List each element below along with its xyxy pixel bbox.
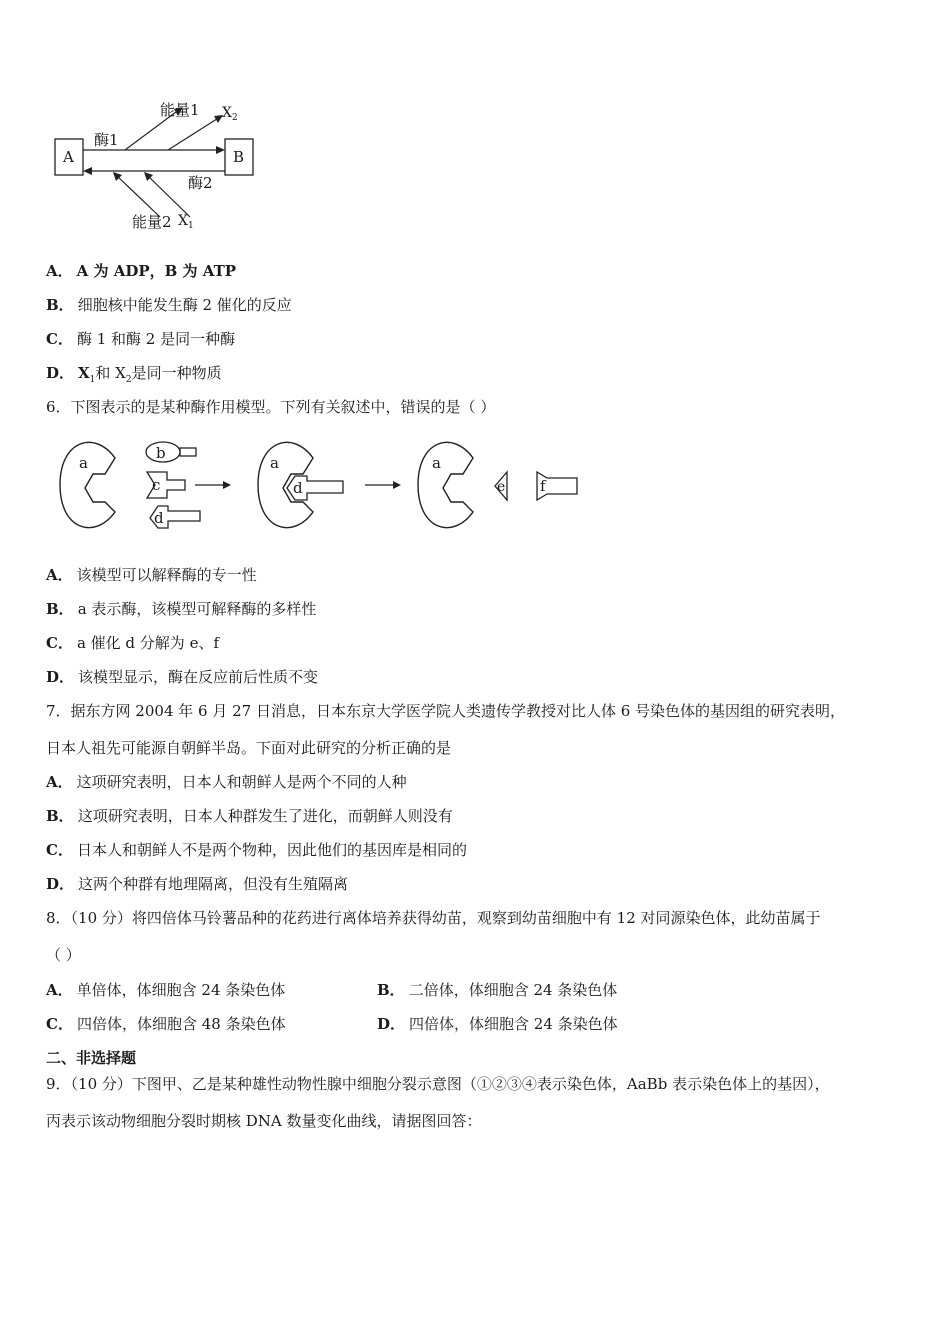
x1-letter: X	[178, 213, 188, 229]
q5-option-b	[46, 295, 292, 315]
q8-stem-line2: （ ）	[46, 946, 81, 964]
x2-subscript: 2	[231, 113, 238, 123]
backward-arrowhead	[83, 167, 92, 175]
q5-option-d-sub1: 1	[89, 375, 96, 385]
q6-option-d	[46, 667, 318, 687]
product-e-label: e	[497, 479, 506, 495]
enzyme2-label: 酶2	[188, 174, 213, 192]
q8-option-c-text: 四倍体，体细胞含 48 条染色体	[76, 1015, 286, 1033]
q6-option-d-text: 该模型显示，酶在反应前后性质不变	[78, 668, 319, 686]
q6-option-c-text: a 催化 d 分解为 e、f	[76, 634, 219, 652]
q8-option-b-text: 二倍体，体细胞含 24 条染色体	[408, 981, 618, 999]
q5-option-b-label: B．	[46, 296, 74, 314]
complex-d-label: d	[293, 479, 303, 497]
enzyme-a-2-label: a	[270, 454, 279, 472]
section-heading: 二、非选择题	[46, 1049, 137, 1067]
q8-option-b	[377, 980, 617, 1000]
q9-stem-line2: 丙表示该动物细胞分裂时期核 DNA 数量变化曲线，请据图回答：	[46, 1112, 482, 1130]
box-a-label: A	[63, 148, 74, 166]
enzyme-a-3-label: a	[432, 454, 441, 472]
q7-option-a-text: 这项研究表明，日本人和朝鲜人是两个不同的人种	[76, 773, 407, 791]
q8-option-b-label: B．	[377, 981, 405, 999]
q5-option-d-x1: X	[78, 364, 90, 382]
q7-option-c-label: C．	[46, 841, 73, 859]
q6-option-c	[46, 633, 219, 653]
q5-option-c	[46, 329, 235, 349]
q6-option-a	[46, 565, 257, 585]
x2-letter: X	[222, 105, 232, 121]
reaction-arrow-2-head	[393, 481, 401, 489]
q8-option-a-text: 单倍体，体细胞含 24 条染色体	[76, 981, 286, 999]
x2-arrow	[168, 117, 220, 150]
x1-label	[178, 213, 194, 231]
enzyme-model-diagram	[55, 430, 595, 540]
q8-option-a-label: A．	[46, 981, 73, 999]
q6-stem: 6．下图表示的是某种酶作用模型。下列有关叙述中，错误的是（ ）	[46, 398, 496, 416]
q7-stem-line2: 日本人祖先可能源自朝鲜半岛。下面对此研究的分析正确的是	[46, 739, 452, 757]
product-f-label: f	[540, 477, 546, 495]
atp-adp-diagram	[50, 95, 270, 235]
q8-option-c-label: C．	[46, 1015, 73, 1033]
q5-option-d-tail: 是同一种物质	[131, 364, 222, 382]
q9-stem-line1: 9．（10 分）下图甲、乙是某种雄性动物性腺中细胞分裂示意图（①②③④表示染色体，AaBb 表示染色体上的基因），	[46, 1075, 830, 1093]
enzyme1-label: 酶1	[94, 131, 119, 149]
substrate-c-label: c	[152, 476, 161, 494]
q6-option-b-label: B．	[46, 600, 74, 618]
substrate-d-label: d	[154, 509, 164, 527]
reaction-arrow-1-head	[223, 481, 231, 489]
substrate-b-label: b	[156, 444, 166, 462]
q6-option-a-label: A．	[46, 566, 73, 584]
q7-option-b-text: 这项研究表明，日本人种群发生了进化，而朝鲜人则没有	[77, 807, 453, 825]
q7-option-b	[46, 806, 453, 826]
q7-option-d-text: 这两个种群有地理隔离，但没有生殖隔离	[78, 875, 349, 893]
q8-option-d-text: 四倍体，体细胞含 24 条染色体	[409, 1015, 618, 1033]
q7-option-b-label: B．	[46, 807, 74, 825]
q6-option-b-text: a 表示酶，该模型可解释酶的多样性	[77, 600, 317, 618]
q6-option-b	[46, 599, 316, 619]
q7-option-a-label: A．	[46, 773, 73, 791]
q5-option-c-label: C．	[46, 330, 73, 348]
forward-arrowhead	[216, 146, 225, 154]
q8-option-d	[377, 1014, 618, 1034]
box-b-label: B	[233, 148, 245, 166]
q7-option-d	[46, 874, 348, 894]
x1-subscript: 1	[187, 221, 194, 231]
x2-label	[222, 105, 238, 123]
enzyme-a-3	[418, 442, 473, 527]
q7-option-c	[46, 840, 467, 860]
q6-option-c-label: C．	[46, 634, 73, 652]
q5-option-b-text: 细胞核中能发生酶 2 催化的反应	[77, 296, 292, 314]
q7-option-c-text: 日本人和朝鲜人不是两个物种，因此他们的基因库是相同的	[76, 841, 467, 859]
q8-option-a	[46, 980, 285, 1000]
q5-option-a-label: A．	[46, 262, 73, 280]
q7-stem-line1: 7．据东方网 2004 年 6 月 27 日消息，日本东京大学医学院人类遗传学教授对比人体 6 号染色体的基因组的研究表明，	[46, 702, 846, 720]
q8-option-d-label: D．	[377, 1015, 406, 1033]
q8-stem-line1: 8．（10 分）将四倍体马铃薯品种的花药进行离体培养获得幼苗，观察到幼苗细胞中有 12 对同源染色体，此幼苗属于	[46, 909, 821, 927]
energy2-label: 能量2	[132, 213, 172, 231]
enzyme-a-1-label: a	[79, 454, 88, 472]
q5-option-d-mid: 和 X	[95, 364, 126, 382]
q5-option-d-label: D．	[46, 364, 75, 382]
q8-option-c	[46, 1014, 286, 1034]
enzyme-a-2	[258, 442, 313, 527]
energy1-label: 能量1	[160, 101, 200, 119]
q7-option-d-label: D．	[46, 875, 75, 893]
q6-option-a-text: 该模型可以解释酶的专一性	[76, 566, 257, 584]
substrate-b-tail	[180, 448, 196, 456]
q5-option-d	[46, 363, 222, 390]
q7-option-a	[46, 772, 407, 792]
q5-option-c-text: 酶 1 和酶 2 是同一种酶	[76, 330, 236, 348]
q6-option-d-label: D．	[46, 668, 75, 686]
q5-option-a-text: A 为 ADP，B 为 ATP	[76, 262, 237, 280]
q5-option-a	[46, 261, 236, 281]
q5-option-d-sub2: 2	[125, 375, 132, 385]
